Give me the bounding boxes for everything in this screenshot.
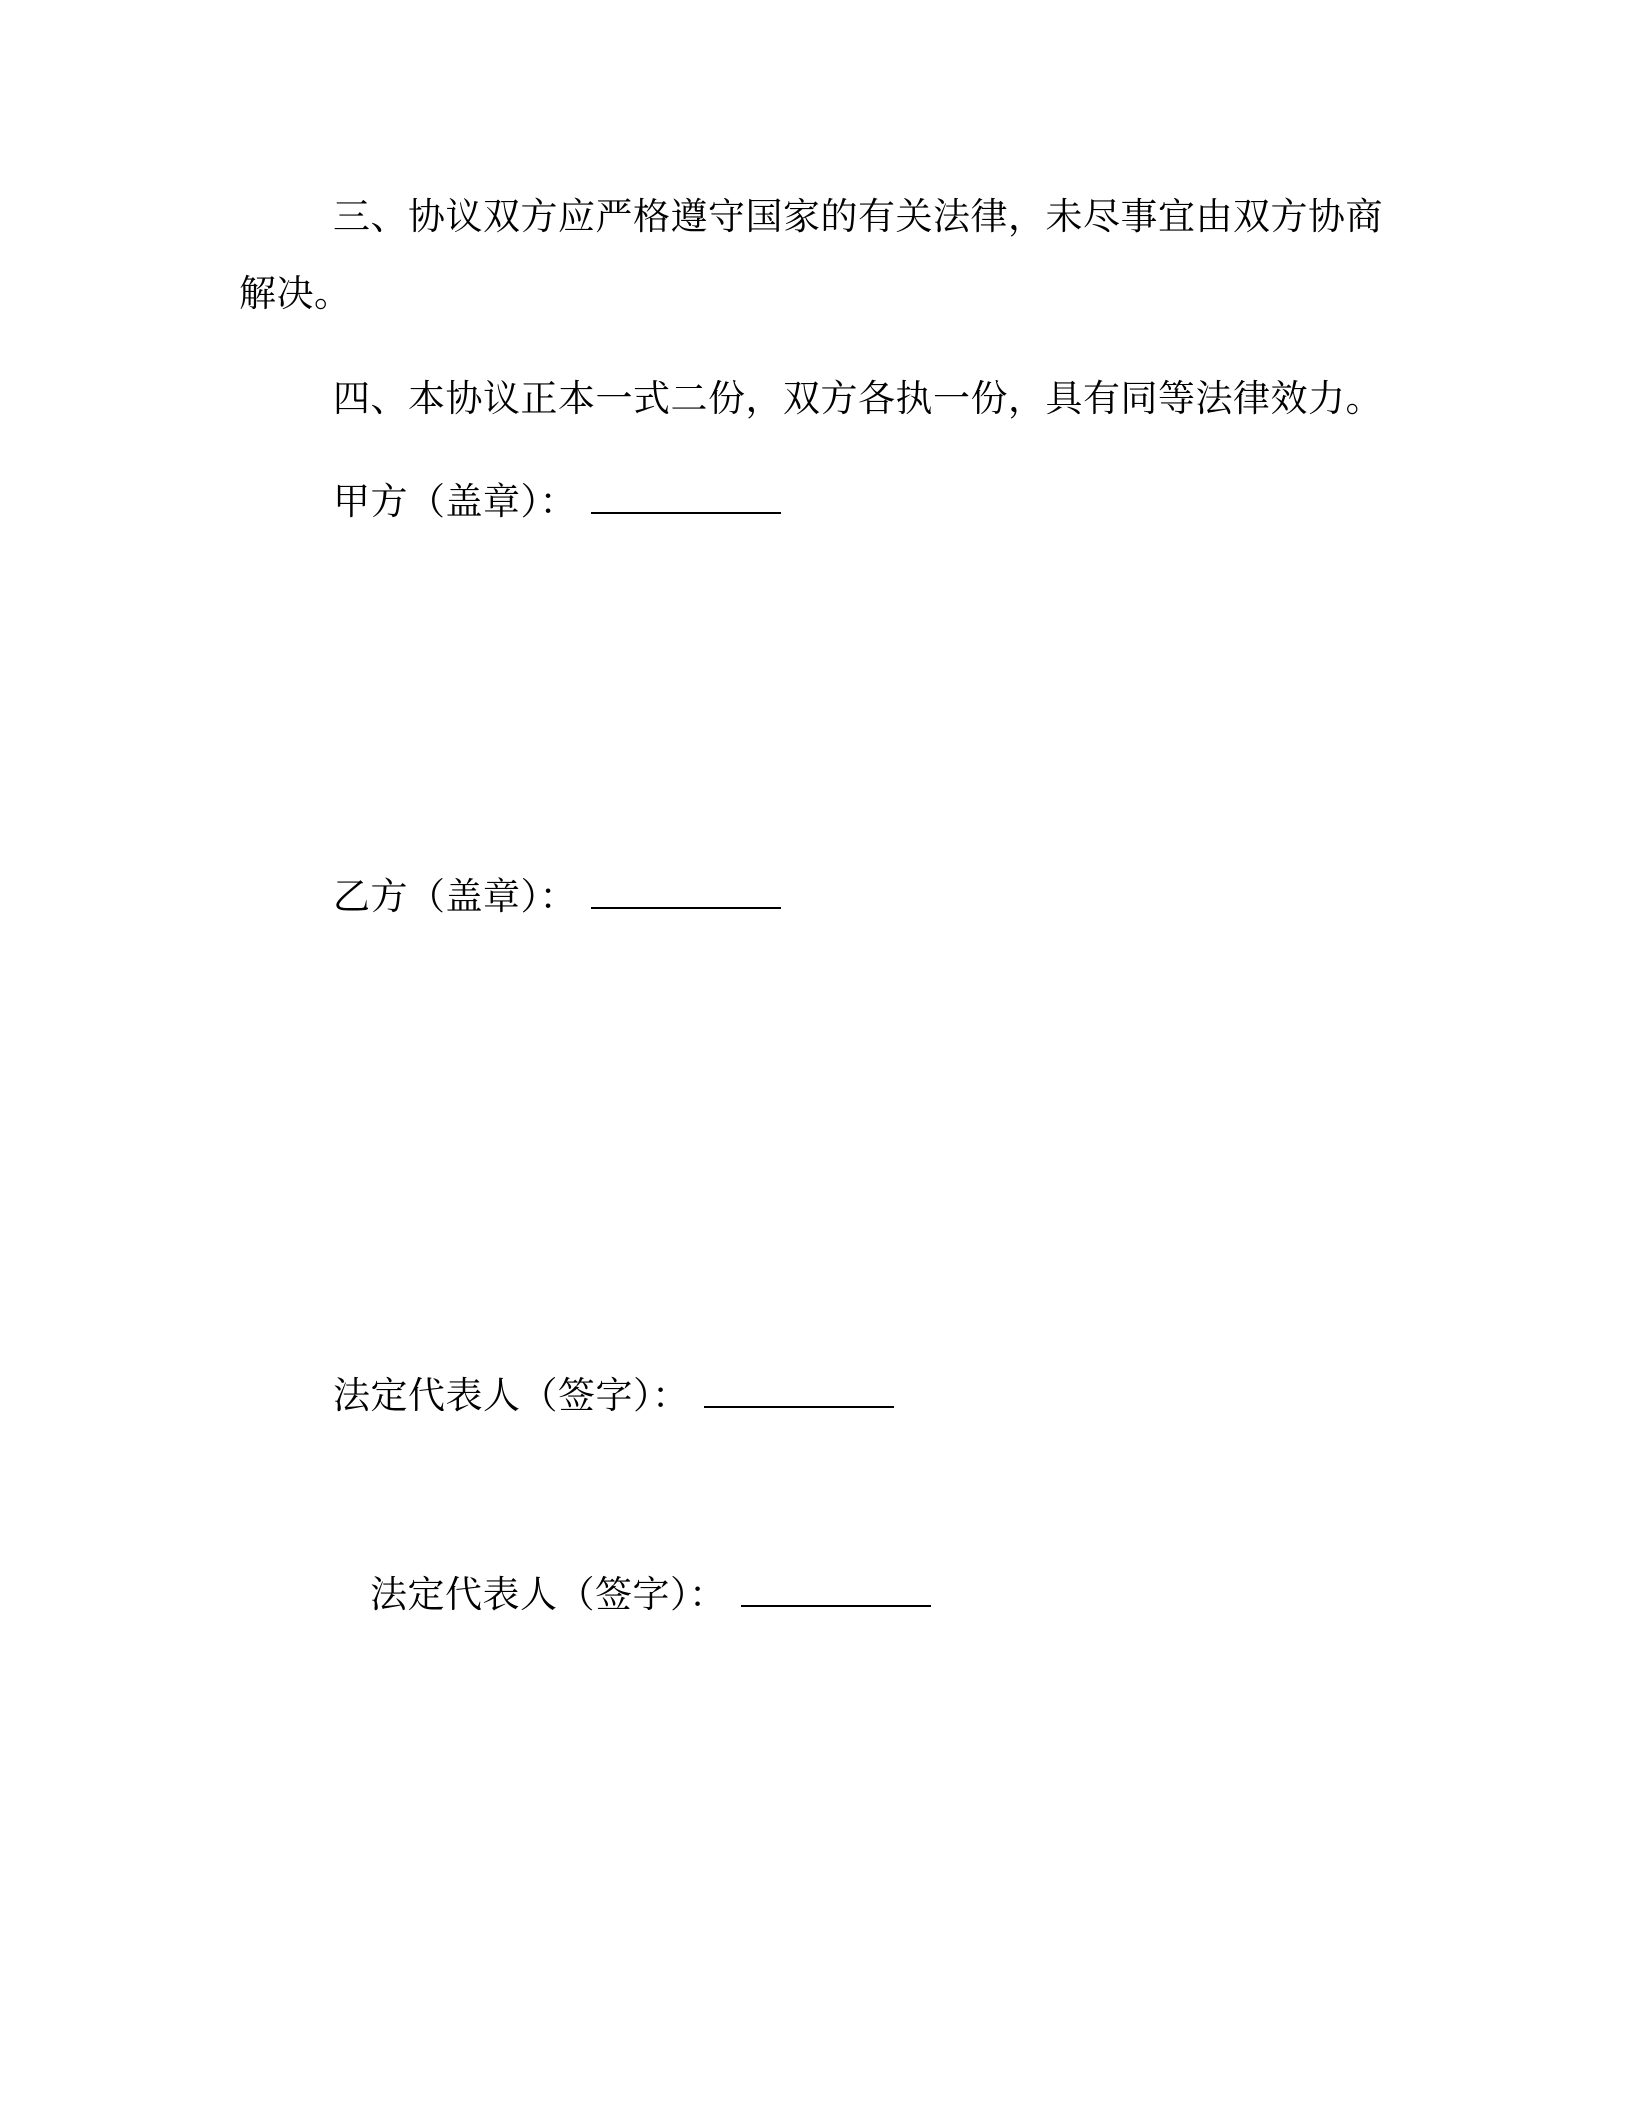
clause-4: 四、本协议正本一式二份，双方各执一份，具有同等法律效力。 xyxy=(333,377,1383,420)
party-a-blank-line xyxy=(591,480,781,514)
party-b-label: 乙方（盖章）： xyxy=(333,875,577,918)
legal-rep-2-blank-line xyxy=(741,1573,931,1607)
legal-rep-2-signature-row xyxy=(370,1571,931,1619)
party-b-signature-row xyxy=(333,873,781,921)
legal-rep-1-blank-line xyxy=(704,1374,894,1408)
party-a-label: 甲方（盖章）： xyxy=(333,480,577,523)
legal-rep-1-label: 法定代表人（签字）： xyxy=(333,1374,690,1417)
legal-rep-2-label: 法定代表人（签字）： xyxy=(370,1573,727,1616)
party-b-blank-line xyxy=(591,875,781,909)
legal-rep-1-signature-row xyxy=(333,1372,894,1420)
party-a-signature-row xyxy=(333,478,781,526)
clause-3-line-1: 三、协议双方应严格遵守国家的有关法律，未尽事宜由双方协商 xyxy=(333,195,1383,238)
clause-3-line-2: 解决。 xyxy=(239,272,352,315)
